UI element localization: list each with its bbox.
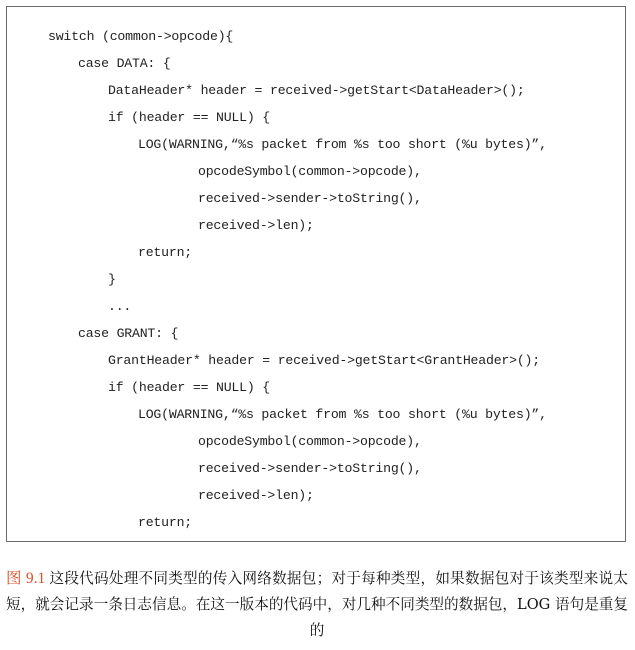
code-line: } [108, 272, 116, 287]
code-line: received->len); [198, 218, 314, 233]
code-line: received->sender->toString(), [198, 191, 422, 206]
code-line: opcodeSymbol(common->opcode), [198, 434, 422, 449]
code-line: case GRANT: { [78, 326, 179, 341]
code-line: DataHeader* header = received->getStart<DataHeader>(); [108, 83, 525, 98]
code-line: ... [108, 299, 132, 314]
code-line: received->sender->toString(), [198, 461, 422, 476]
code-line: case DATA: { [78, 56, 171, 71]
code-line: GrantHeader* header = received->getStart<GrantHeader>(); [108, 353, 540, 368]
code-line: return; [138, 515, 192, 530]
code-listing-box [6, 6, 626, 542]
caption-text: 这段代码处理不同类型的传入网络数据包；对于每种类型，如果数据包对于该类型来说太短，就会记录一条日志信息。在这一版本的代码中，对几种不同类型的数据包，LOG 语句是重复的 [6, 570, 628, 639]
code-line: switch (common->opcode){ [48, 29, 234, 44]
code-line: received->len); [198, 488, 314, 503]
code-line: if (header == NULL) { [108, 110, 270, 125]
code-line: return; [138, 245, 192, 260]
figure-label: 图 9.1 [6, 570, 46, 587]
code-line: if (header == NULL) { [108, 380, 270, 395]
code-line: opcodeSymbol(common->opcode), [198, 164, 422, 179]
code-line: LOG(WARNING,“%s packet from %s too short (%u bytes)”, [138, 137, 547, 152]
code-line: LOG(WARNING,“%s packet from %s too short (%u bytes)”, [138, 407, 547, 422]
figure-caption [6, 566, 628, 644]
